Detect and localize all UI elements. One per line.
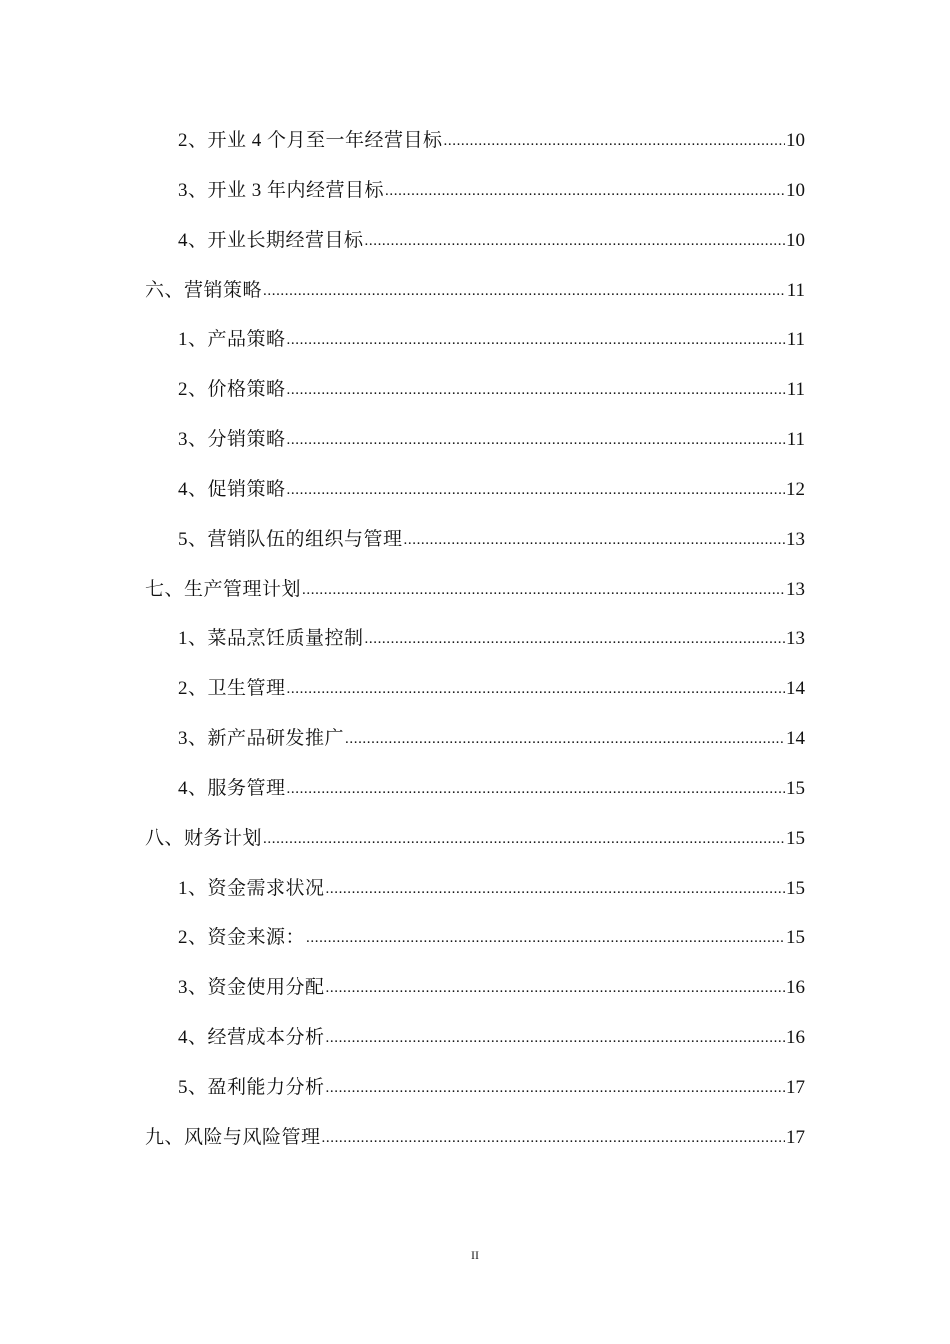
toc-entry-title: 九、风险与风险管理	[145, 1127, 321, 1148]
toc-dot-leader	[287, 325, 786, 355]
toc-entry-page: 14	[786, 728, 805, 749]
toc-entry[interactable]	[178, 375, 805, 405]
toc-dot-leader	[287, 375, 786, 405]
toc-dot-leader	[345, 724, 785, 754]
toc-entry[interactable]	[178, 973, 805, 1003]
toc-section-entry[interactable]	[145, 1123, 805, 1153]
toc-entry-title: 5、营销队伍的组织与管理	[178, 529, 403, 550]
toc-dot-leader	[263, 824, 785, 854]
toc-entry[interactable]	[178, 475, 805, 505]
toc-entry-title: 六、营销策略	[145, 280, 263, 301]
toc-entry[interactable]	[178, 624, 805, 654]
page-number: II	[471, 1248, 479, 1262]
toc-entry-page: 10	[786, 130, 805, 151]
toc-entry[interactable]	[178, 176, 805, 206]
toc-entry-title: 1、菜品烹饪质量控制	[178, 628, 364, 649]
toc-entry-page: 13	[786, 529, 805, 550]
toc-entry-page: 11	[786, 429, 805, 450]
toc-dot-leader	[302, 575, 785, 605]
toc-entry-page: 15	[786, 878, 805, 899]
toc-entry-title: 4、促销策略	[178, 479, 286, 500]
toc-entry-title: 2、卫生管理	[178, 678, 286, 699]
toc-entry[interactable]	[178, 226, 805, 256]
toc-dot-leader	[444, 126, 785, 156]
toc-dot-leader	[326, 1073, 785, 1103]
toc-entry-title: 3、新产品研发推广	[178, 728, 345, 749]
toc-entry-page: 15	[786, 828, 805, 849]
toc-entry-page: 15	[786, 927, 805, 948]
toc-entry-page: 11	[786, 280, 805, 301]
toc-entry-page: 16	[786, 977, 805, 998]
toc-entry-title: 3、开业 3 年内经营目标	[178, 180, 385, 201]
toc-entry-title: 1、资金需求状况	[178, 878, 325, 899]
toc-dot-leader	[287, 774, 785, 804]
toc-entry[interactable]	[178, 923, 805, 953]
toc-entry-title: 4、开业长期经营目标	[178, 230, 364, 251]
toc-entry-page: 10	[786, 180, 805, 201]
toc-entry-page: 10	[786, 230, 805, 251]
toc-entry-page: 14	[786, 678, 805, 699]
toc-entry-title: 2、资金来源：	[178, 927, 306, 948]
toc-entry-title: 2、价格策略	[178, 379, 286, 400]
toc-dot-leader	[326, 973, 785, 1003]
toc-dot-leader	[287, 425, 786, 455]
toc-entry-page: 12	[786, 479, 805, 500]
toc-entry-page: 13	[786, 628, 805, 649]
toc-section-entry[interactable]	[145, 575, 805, 605]
toc-entry-page: 15	[786, 778, 805, 799]
toc-entry-title: 4、经营成本分析	[178, 1027, 325, 1048]
toc-entry-page: 17	[786, 1077, 805, 1098]
toc-entry-page: 17	[786, 1127, 805, 1148]
toc-entry[interactable]	[178, 525, 805, 555]
toc-entry-title: 3、资金使用分配	[178, 977, 325, 998]
toc-dot-leader	[365, 624, 785, 654]
toc-dot-leader	[263, 276, 786, 306]
toc-entry-page: 16	[786, 1027, 805, 1048]
toc-entry[interactable]	[178, 126, 805, 156]
toc-entry-page: 11	[786, 379, 805, 400]
toc-entry[interactable]	[178, 674, 805, 704]
toc-entry-page: 13	[786, 579, 805, 600]
toc-entry[interactable]	[178, 425, 805, 455]
toc-entry-title: 4、服务管理	[178, 778, 286, 799]
toc-entry[interactable]	[178, 724, 805, 754]
toc-entry[interactable]	[178, 774, 805, 804]
toc-dot-leader	[287, 475, 785, 505]
toc-dot-leader	[385, 176, 785, 206]
toc-entry[interactable]	[178, 325, 805, 355]
toc-entry-page: 11	[786, 329, 805, 350]
toc-entry[interactable]	[178, 1023, 805, 1053]
toc-dot-leader	[322, 1123, 785, 1153]
toc-entry-title: 1、产品策略	[178, 329, 286, 350]
toc-dot-leader	[404, 525, 785, 555]
toc-entry-title: 3、分销策略	[178, 429, 286, 450]
toc-dot-leader	[326, 874, 785, 904]
toc-entry-title: 2、开业 4 个月至一年经营目标	[178, 130, 443, 151]
toc-dot-leader	[365, 226, 785, 256]
toc-dot-leader	[306, 923, 785, 953]
toc-section-entry[interactable]	[145, 824, 805, 854]
toc-section-entry[interactable]	[145, 276, 805, 306]
toc-entry-title: 七、生产管理计划	[145, 579, 302, 600]
toc-entry-title: 八、财务计划	[145, 828, 263, 849]
toc-dot-leader	[287, 674, 785, 704]
toc-entry-title: 5、盈利能力分析	[178, 1077, 325, 1098]
toc-entry[interactable]	[178, 1073, 805, 1103]
toc-entry[interactable]	[178, 874, 805, 904]
toc-dot-leader	[326, 1023, 785, 1053]
